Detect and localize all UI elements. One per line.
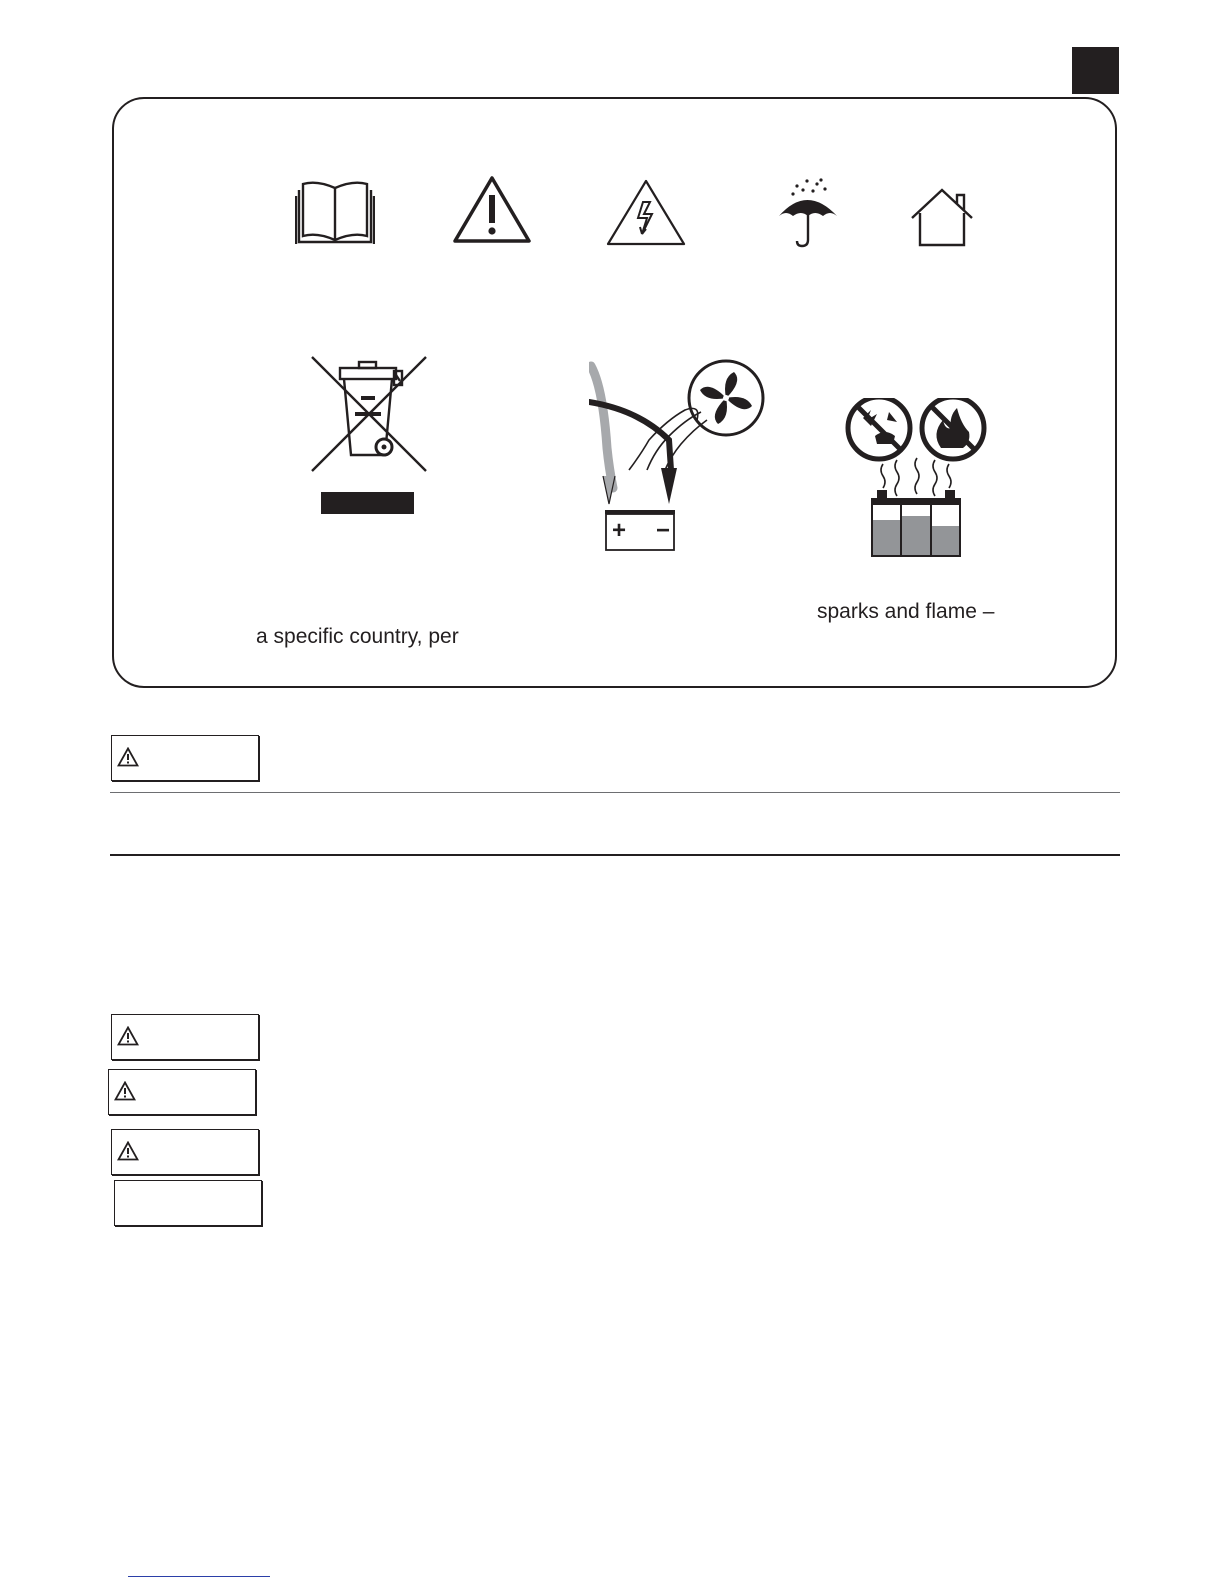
- no-sparks-no-flame-icon: [845, 398, 987, 558]
- warning-tag: [111, 1129, 259, 1175]
- warning-tag: [111, 1014, 259, 1060]
- ventilation-caption: sparks and flame –: [817, 600, 995, 623]
- indoor-use-icon: [910, 187, 974, 247]
- general-warning-icon: [452, 175, 532, 244]
- positive-terminal-label: +: [611, 517, 627, 544]
- electric-shock-icon: [605, 178, 687, 247]
- warning-triangle-icon: [114, 1081, 136, 1101]
- warning-triangle-icon: [117, 1141, 139, 1161]
- section-divider-bottom: [110, 854, 1120, 856]
- warning-tag: [108, 1069, 256, 1115]
- note-tag: [114, 1180, 262, 1226]
- section-divider-top: [110, 792, 1120, 793]
- read-manual-icon: [295, 178, 375, 244]
- warning-tag: [111, 735, 259, 781]
- disposal-caption: a specific country, per: [256, 625, 459, 648]
- weee-crossed-bin-icon: [310, 355, 430, 517]
- footer-link-underline[interactable]: [128, 1576, 270, 1577]
- warning-triangle-icon: [117, 1026, 139, 1046]
- negative-terminal-label: −: [655, 517, 671, 544]
- keep-dry-icon: [777, 176, 839, 248]
- warning-triangle-icon: [117, 747, 139, 767]
- language-tab-marker: [1072, 47, 1119, 94]
- battery-gas-ventilation-icon: [589, 358, 769, 560]
